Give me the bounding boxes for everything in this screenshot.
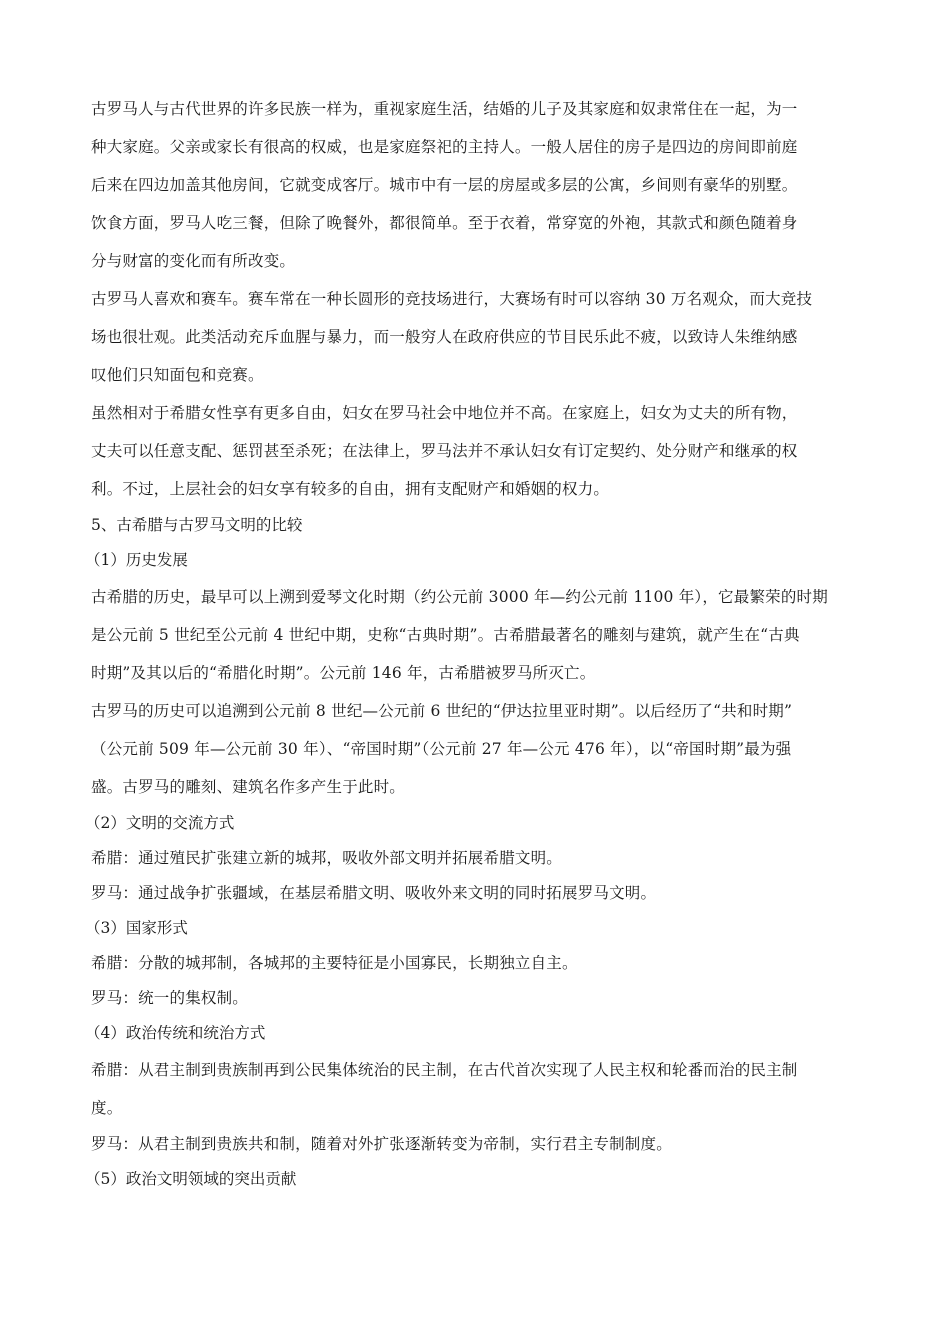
document-page xyxy=(85,90,859,1197)
text-line: 古罗马人与古代世界的许多民族一样为，重视家庭生活，结婚的儿子及其家庭和奴隶常住在一起，为一 xyxy=(91,100,798,118)
subsection-title: （1）历史发展 xyxy=(85,551,188,569)
text-line: 希腊：通过殖民扩张建立新的城邦，吸收外部文明并拓展希腊文明。 xyxy=(91,849,563,867)
text-line: 古罗马的历史可以追溯到公元前 8 世纪—公元前 6 世纪的“伊达拉里亚时期”。以后经历了“共和时期” xyxy=(91,702,793,720)
subsection-title: （5）政治文明领域的突出贡献 xyxy=(85,1170,297,1188)
paragraph-greece-history xyxy=(91,578,859,692)
text-line: 古罗马人喜欢和赛车。赛车常在一种长圆形的竞技场进行，大赛场有时可以容纳 30 万名观众，而大竞技 xyxy=(91,290,813,308)
paragraph-rome-history xyxy=(91,692,859,806)
section-heading: 5、古希腊与古罗马文明的比较 xyxy=(91,516,303,534)
text-line: 时期”及其以后的“希腊化时期”。公元前 146 年，古希腊被罗马所灭亡。 xyxy=(91,664,596,682)
text-line: 饮食方面，罗马人吃三餐，但除了晚餐外，都很简单。至于衣着，常穿宽的外袍，其款式和颜色随着身 xyxy=(91,214,798,232)
paragraph-chariot-racing xyxy=(91,280,859,394)
text-line: 丈夫可以任意支配、惩罚甚至杀死；在法律上，罗马法并不承认妇女有订定契约、处分财产和继承的权 xyxy=(91,442,798,460)
paragraph-rome-exchange xyxy=(91,876,859,911)
text-line: 希腊：分散的城邦制，各城邦的主要特征是小国寡民，长期独立自主。 xyxy=(91,954,578,972)
subsection-title: （4）政治传统和统治方式 xyxy=(85,1024,266,1042)
text-line: 分与财富的变化而有所改变。 xyxy=(91,252,296,270)
paragraph-greece-politics xyxy=(91,1051,859,1127)
paragraph-rome-state xyxy=(91,981,859,1016)
text-line: 罗马：统一的集权制。 xyxy=(91,989,249,1007)
subsection-title: （2）文明的交流方式 xyxy=(85,814,235,832)
text-line: 种大家庭。父亲或家长有很高的权威，也是家庭祭祀的主持人。一般人居住的房子是四边的房间即前庭 xyxy=(91,138,798,156)
text-line: 虽然相对于希腊女性享有更多自由，妇女在罗马社会中地位并不高。在家庭上，妇女为丈夫的所有物， xyxy=(91,404,798,422)
text-line: 场也很壮观。此类活动充斥血腥与暴力，而一般穷人在政府供应的节目民乐此不疲，以致诗人朱维纳感 xyxy=(91,328,798,346)
paragraph-women-status xyxy=(91,394,859,508)
text-line: 盛。古罗马的雕刻、建筑名作多产生于此时。 xyxy=(91,778,406,796)
text-line: 希腊：从君主制到贵族制再到公民集体统治的民主制，在古代首次实现了人民主权和轮番而治的民主制 xyxy=(91,1061,798,1079)
text-line: 是公元前 5 世纪至公元前 4 世纪中期，史称“古典时期”。古希腊最著名的雕刻与建筑，就产生在“古典 xyxy=(91,626,800,644)
text-line: 叹他们只知面包和竞赛。 xyxy=(91,366,264,384)
text-line: 度。 xyxy=(91,1099,123,1117)
text-line: 罗马：从君主制到贵族共和制，随着对外扩张逐渐转变为帝制，实行君主专制制度。 xyxy=(91,1135,672,1153)
paragraph-family-life xyxy=(91,90,859,280)
paragraph-greece-exchange xyxy=(91,841,859,876)
text-line: （公元前 509 年—公元前 30 年）、“帝国时期”（公元前 27 年—公元 476 年），以“帝国时期”最为强 xyxy=(91,740,792,758)
paragraph-rome-politics xyxy=(91,1127,859,1162)
subsection-title: （3）国家形式 xyxy=(85,919,188,937)
text-line: 利。不过，上层社会的妇女享有较多的自由，拥有支配财产和婚姻的权力。 xyxy=(91,480,610,498)
text-line: 罗马：通过战争扩张疆域，在基层希腊文明、吸收外来文明的同时拓展罗马文明。 xyxy=(91,884,657,902)
text-line: 古希腊的历史，最早可以上溯到爱琴文化时期（约公元前 3000 年—约公元前 1100 年），它最繁荣的时期 xyxy=(91,588,828,606)
paragraph-greece-state xyxy=(91,946,859,981)
text-line: 后来在四边加盖其他房间，它就变成客厅。城市中有一层的房屋或多层的公寓，乡间则有豪华的别墅。 xyxy=(91,176,798,194)
